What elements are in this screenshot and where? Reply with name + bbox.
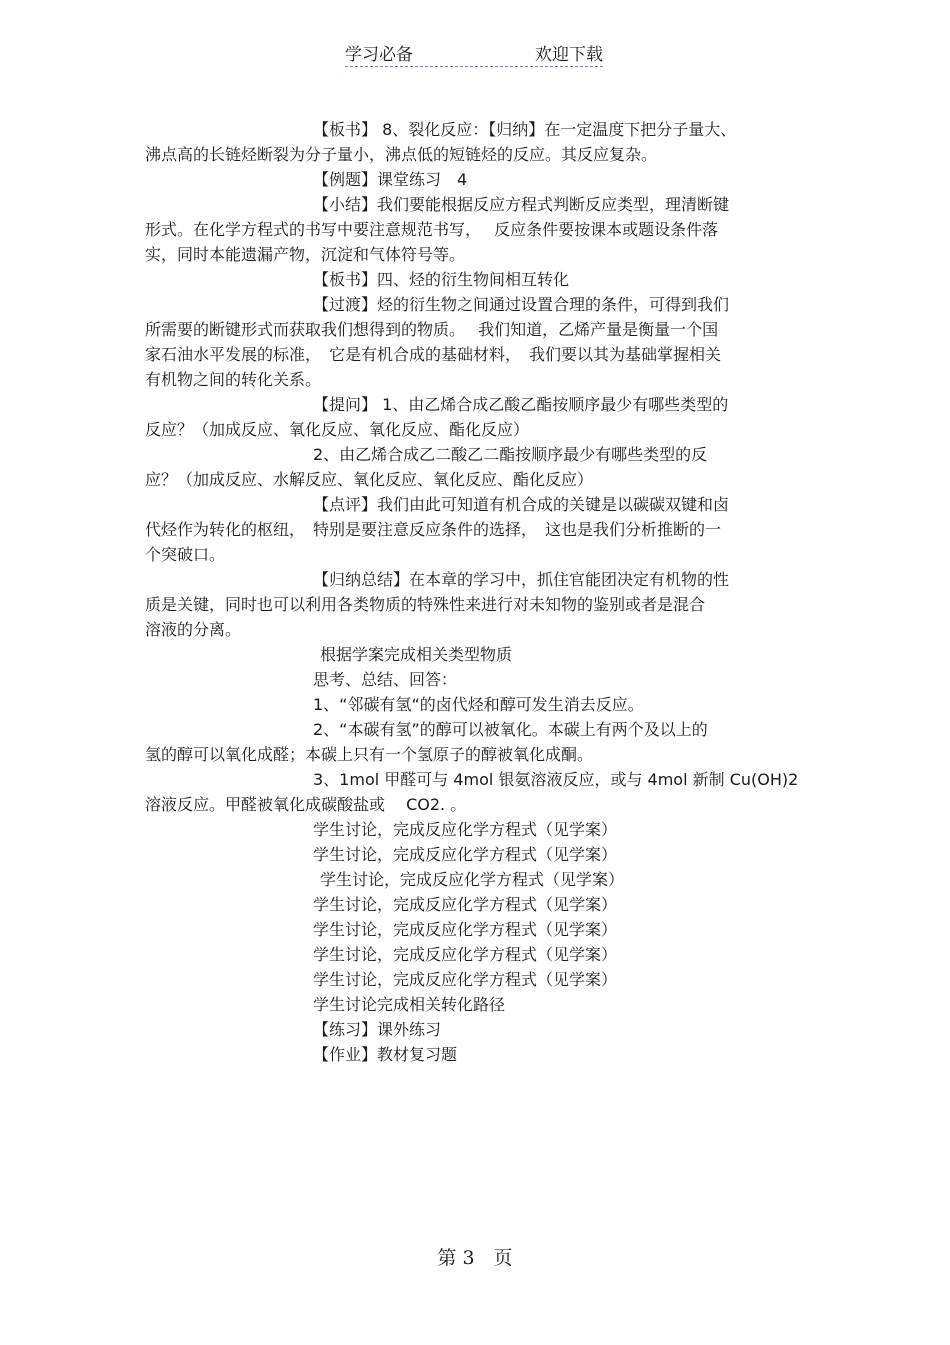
text-line: 【归纳总结】在本章的学习中，抓住官能团决定有机物的性 — [313, 570, 730, 589]
text-line: 学生讨论，完成反应化学方程式（见学案） — [313, 895, 618, 914]
text-line: 思考、总结、回答： — [313, 670, 458, 689]
text-line: 2、“本碳有氢”的醇可以被氧化。本碳上有两个及以上的 — [313, 720, 708, 739]
text-line: 形式。在化学方程式的书写中要注意规范书写， 反应条件要按课本或题设条件落 — [145, 220, 719, 239]
text-line: 质是关键，同时也可以利用各类物质的特殊性来进行对未知物的鉴别或者是混合 — [145, 595, 706, 614]
text-line: 溶液反应。甲醛被氧化成碳酸盐或 CO2. 。 — [145, 795, 467, 814]
text-line: 学生讨论，完成反应化学方程式（见学案） — [313, 820, 618, 839]
text-line: 1、“邻碳有氢“的卤代烃和醇可发生消去反应。 — [313, 695, 644, 714]
text-line: 学生讨论，完成反应化学方程式（见学案） — [313, 920, 618, 939]
text-line: 【过渡】烃的衍生物之间通过设置合理的条件，可得到我们 — [313, 295, 730, 314]
text-line: 3、1mol 甲醛可与 4mol 银氨溶液反应，或与 4mol 新制 Cu(OH)2 — [313, 770, 799, 789]
text-line: 有机物之间的转化关系。 — [145, 370, 322, 389]
text-line: 代烃作为转化的枢纽， 特别是要注意反应条件的选择， 这也是我们分析推断的一 — [145, 520, 722, 539]
text-line: 学生讨论，完成反应化学方程式（见学案） — [313, 945, 618, 964]
text-line: 学生讨论，完成反应化学方程式（见学案） — [313, 845, 618, 864]
text-line: 家石油水平发展的标准， 它是有机合成的基础材料， 我们要以其为基础掌握相关 — [145, 345, 722, 364]
text-line: 【练习】课外练习 — [313, 1020, 442, 1039]
text-line: 【例题】课堂练习 4 — [313, 170, 468, 189]
text-line: 个突破口。 — [145, 545, 226, 564]
text-line: 【提问】 1、由乙烯合成乙酸乙酯按顺序最少有哪些类型的 — [313, 395, 729, 414]
header-left-text: 学习必备 — [345, 45, 413, 65]
text-line: 反应？（加成反应、氧化反应、氧化反应、酯化反应） — [145, 420, 530, 439]
text-line: 溶液的分离。 — [145, 620, 242, 639]
text-line: 学生讨论，完成反应化学方程式（见学案） — [313, 970, 618, 989]
header-right-text: 欢迎下载 — [535, 45, 603, 65]
text-line: 实，同时本能遗漏产物，沉淀和气体符号等。 — [145, 245, 466, 264]
page-header — [345, 40, 603, 67]
text-line: 【板书】 8、裂化反应：【归纳】在一定温度下把分子量大、 — [313, 120, 737, 139]
text-line: 学生讨论，完成反应化学方程式（见学案） — [320, 870, 625, 889]
text-line: 沸点高的长链烃断裂为分子量小，沸点低的短链烃的反应。其反应复杂。 — [145, 145, 658, 164]
text-line: 学生讨论完成相关转化路径 — [313, 995, 506, 1014]
text-line: 所需要的断键形式而获取我们想得到的物质。 我们知道，乙烯产量是衡量一个国 — [145, 320, 719, 339]
text-line: 【点评】我们由此可知道有机合成的关键是以碳碳双键和卤 — [313, 495, 730, 514]
text-line: 【作业】教材复习题 — [313, 1045, 458, 1064]
text-line: 应？（加成反应、水解反应、氧化反应、氧化反应、酯化反应） — [145, 470, 594, 489]
text-line: 根据学案完成相关类型物质 — [320, 645, 513, 664]
text-line: 氢的醇可以氧化成醛；本碳上只有一个氢原子的醇被氧化成酮。 — [145, 745, 594, 764]
text-line: 2、由乙烯合成乙二酸乙二酯按顺序最少有哪些类型的反 — [313, 445, 708, 464]
text-line: 【小结】我们要能根据反应方程式判断反应类型，理清断键 — [313, 195, 730, 214]
text-line: 【板书】四、烃的衍生物间相互转化 — [313, 270, 570, 289]
page-number: 第 3 页 — [437, 1247, 513, 1269]
